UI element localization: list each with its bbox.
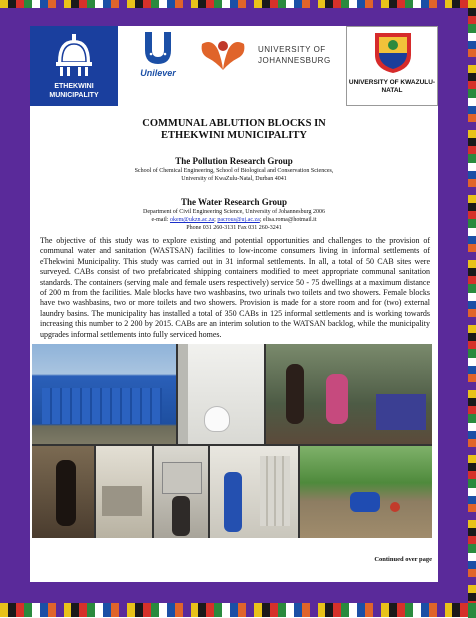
border-stripe [175, 0, 183, 8]
border-stripe [365, 603, 373, 617]
border-stripe [222, 0, 230, 8]
border-stripe [294, 0, 302, 8]
phone-fax: Phone 031 260-3131 Fax 031 260-3241 [186, 225, 282, 231]
border-stripe [198, 0, 206, 8]
border-stripe [381, 603, 389, 617]
group-address-line: University of KwaZulu-Natal, Durban 4041 [181, 176, 287, 182]
border-stripe [206, 603, 214, 617]
border-stripe [429, 0, 437, 8]
border-stripe [468, 561, 476, 569]
photo-map-poster [154, 446, 208, 538]
border-stripe [397, 603, 405, 617]
bottom-border [0, 603, 476, 617]
border-stripe [214, 603, 222, 617]
border-stripe [468, 455, 476, 463]
border-stripe [468, 512, 476, 520]
border-stripe [468, 187, 476, 195]
border-stripe [310, 0, 318, 8]
border-stripe [468, 284, 476, 292]
photo-collage [32, 344, 432, 538]
border-stripe [48, 603, 56, 617]
border-stripe [238, 0, 246, 8]
dome-icon [52, 34, 96, 78]
title-line-2: ETHEKWINI MUNICIPALITY [161, 130, 307, 141]
border-stripe [262, 603, 270, 617]
border-stripe [468, 236, 476, 244]
border-stripe [111, 603, 119, 617]
border-stripe [468, 382, 476, 390]
border-stripe [468, 138, 476, 146]
border-stripe [318, 603, 326, 617]
border-stripe [16, 0, 24, 8]
border-stripe [159, 0, 167, 8]
border-stripe [468, 479, 476, 487]
border-stripe [468, 603, 476, 617]
border-stripe [397, 0, 405, 8]
border-stripe [468, 325, 476, 333]
border-stripe [254, 0, 262, 8]
border-stripe [445, 603, 453, 617]
border-stripe [341, 0, 349, 8]
border-stripe [445, 0, 453, 8]
border-stripe [468, 179, 476, 187]
border-stripe [159, 603, 167, 617]
border-stripe [468, 89, 476, 97]
border-stripe [468, 366, 476, 374]
border-stripe [310, 603, 318, 617]
border-stripe [79, 603, 87, 617]
border-stripe [270, 0, 278, 8]
border-stripe [468, 463, 476, 471]
border-stripe [468, 81, 476, 89]
border-stripe [468, 390, 476, 398]
border-stripe [278, 0, 286, 8]
border-stripe [48, 0, 56, 8]
border-stripe [135, 603, 143, 617]
border-stripe [373, 603, 381, 617]
border-stripe [365, 0, 373, 8]
uj-logo [196, 26, 336, 106]
border-stripe [468, 163, 476, 171]
border-stripe [56, 603, 64, 617]
border-stripe [468, 553, 476, 561]
border-stripe [468, 447, 476, 455]
photo-facility-interior [96, 446, 152, 538]
border-stripe [468, 228, 476, 236]
border-stripe [175, 603, 183, 617]
border-stripe [468, 211, 476, 219]
border-stripe [246, 0, 254, 8]
border-stripe [413, 603, 421, 617]
border-stripe [468, 414, 476, 422]
border-stripe [468, 203, 476, 211]
border-stripe [40, 0, 48, 8]
border-stripe [270, 603, 278, 617]
border-stripe [246, 603, 254, 617]
border-stripe [468, 98, 476, 106]
group-address-line: School of Chemical Engineering, School of Biological and Conservation Sciences, [134, 168, 334, 174]
border-stripe [413, 0, 421, 8]
border-stripe [468, 114, 476, 122]
contact-emails: e-mail: okem@ukzn.ac.za; pacrous@uj.ac.za; elisa.roma@hotmail.it [151, 217, 317, 223]
border-stripe [71, 603, 79, 617]
email-elisa: elisa.roma@hotmail.it [263, 217, 317, 223]
border-stripe [32, 0, 40, 8]
border-stripe [468, 219, 476, 227]
border-stripe [468, 431, 476, 439]
border-stripe [64, 603, 72, 617]
border-stripe [254, 603, 262, 617]
border-stripe [468, 309, 476, 317]
border-stripe [468, 195, 476, 203]
border-stripe [468, 585, 476, 593]
border-stripe [468, 106, 476, 114]
border-stripe [468, 488, 476, 496]
border-stripe [119, 0, 127, 8]
email-label: e-mail: [151, 217, 169, 223]
photo-women-laundry [266, 344, 432, 444]
border-stripe [0, 0, 8, 8]
border-stripe [302, 0, 310, 8]
email-link-okem[interactable]: okem@ukzn.ac.za [169, 217, 215, 223]
photo-toilet-interior [178, 344, 264, 444]
border-stripe [111, 0, 119, 8]
border-stripe [468, 577, 476, 585]
border-stripe [349, 0, 357, 8]
border-stripe [405, 0, 413, 8]
ethekwini-logo-text: ETHEKWINI MUNICIPALITY [49, 83, 99, 99]
pollution-research-group [30, 156, 438, 183]
border-stripe [468, 0, 476, 8]
border-stripe [0, 603, 8, 617]
group-name: The Pollution Research Group [175, 156, 293, 166]
border-stripe [468, 317, 476, 325]
border-stripe [468, 374, 476, 382]
border-stripe [468, 16, 476, 24]
unilever-logo [130, 26, 186, 106]
border-stripe [468, 24, 476, 32]
border-stripe [468, 154, 476, 162]
unilever-logo-text: Unilever [140, 68, 176, 78]
photo-workers-outdoors [300, 446, 432, 538]
border-stripe [238, 603, 246, 617]
border-stripe [468, 423, 476, 431]
border-stripe [95, 603, 103, 617]
border-stripe [127, 0, 135, 8]
document-title [30, 118, 438, 142]
border-stripe [405, 603, 413, 617]
border-stripe [325, 0, 333, 8]
border-stripe [302, 603, 310, 617]
border-stripe [357, 0, 365, 8]
border-stripe [468, 520, 476, 528]
border-stripe [468, 471, 476, 479]
border-stripe [437, 0, 445, 8]
border-stripe [468, 536, 476, 544]
border-stripe [468, 33, 476, 41]
border-stripe [468, 130, 476, 138]
flyer-page [30, 26, 438, 582]
photo-blue-containers [32, 344, 176, 444]
border-stripe [468, 252, 476, 260]
border-stripe [119, 603, 127, 617]
photo-man-washbasin [32, 446, 94, 538]
border-stripe [143, 603, 151, 617]
border-stripe [468, 73, 476, 81]
border-stripe [8, 0, 16, 8]
border-stripe [468, 439, 476, 447]
border-stripe [460, 603, 468, 617]
border-stripe [468, 65, 476, 73]
border-stripe [468, 49, 476, 57]
border-stripe [230, 603, 238, 617]
abstract-paragraph: The objective of this study was to explore existing and potential opportunities and challenges to the provision of communal water and sanitation (WASTSAN) facilities to low-income consumers living in informal settlements of eThekwini Municipality. This study was carried out in 31 informal settlements. In all, a total of 50 CAB sites were surveyed. CABs consist of two prefabricated shipping containers modified to meet appropriate communal sanitation standards. The containers (serving male and female users respectively) service 50 - 75 dwellings at a maximum distance of 200 m from the facilities. Male blocks have two washbasins, two urinals two toilets and two showers. Female blocks have two washbasins, two or more toilets and two showers. Provision is made for a store room and for (two) external laundry basins. The municipality has installed a total of 350 CABs in 125 informal settlements and is working towards increasing this number to 2 200 by 2015. CABs are an interim solution to the WATSAN backlog, while the municipality upgrades informal settlements into fully serviced homes. [40, 236, 430, 339]
group-address-line: Department of Civil Engineering Science, University of Johannesburg 2006 [142, 209, 325, 215]
border-stripe [341, 603, 349, 617]
border-stripe [103, 603, 111, 617]
top-border [0, 0, 476, 8]
border-stripe [468, 504, 476, 512]
uj-hands-icon [198, 36, 248, 76]
border-stripe [468, 146, 476, 154]
border-stripe [468, 268, 476, 276]
email-link-pacrous[interactable]: pacrous@uj.ac.za [217, 217, 260, 223]
ukzn-logo [346, 26, 438, 106]
border-stripe [468, 293, 476, 301]
border-stripe [64, 0, 72, 8]
border-stripe [381, 0, 389, 8]
uj-logo-text: UNIVERSITY OF JOHANNESBURG [258, 45, 331, 65]
border-stripe [468, 349, 476, 357]
border-stripe [468, 122, 476, 130]
border-stripe [452, 0, 460, 8]
border-stripe [79, 0, 87, 8]
border-stripe [429, 603, 437, 617]
border-stripe [222, 603, 230, 617]
border-stripe [357, 603, 365, 617]
border-stripe [468, 171, 476, 179]
border-stripe [143, 0, 151, 8]
border-stripe [468, 496, 476, 504]
border-stripe [373, 0, 381, 8]
border-stripe [325, 603, 333, 617]
title-line-1: COMMUNAL ABLUTION BLOCKS IN [142, 118, 326, 129]
border-stripe [468, 276, 476, 284]
border-stripe [87, 603, 95, 617]
border-stripe [40, 603, 48, 617]
water-research-group [30, 197, 438, 232]
border-stripe [191, 0, 199, 8]
border-stripe [468, 358, 476, 366]
border-stripe [167, 603, 175, 617]
group-name: The Water Research Group [180, 197, 288, 207]
border-stripe [8, 603, 16, 617]
border-stripe [421, 603, 429, 617]
border-stripe [206, 0, 214, 8]
unilever-u-icon [142, 30, 174, 66]
border-stripe [468, 41, 476, 49]
border-stripe [468, 398, 476, 406]
border-stripe [468, 593, 476, 601]
border-stripe [421, 0, 429, 8]
border-stripe [95, 0, 103, 8]
border-stripe [294, 603, 302, 617]
ethekwini-logo [30, 26, 118, 106]
border-stripe [468, 333, 476, 341]
border-stripe [468, 406, 476, 414]
border-stripe [32, 603, 40, 617]
border-stripe [278, 603, 286, 617]
border-stripe [183, 0, 191, 8]
border-stripe [468, 260, 476, 268]
border-stripe [333, 0, 341, 8]
border-stripe [151, 0, 159, 8]
ukzn-shield-icon [371, 31, 415, 75]
border-stripe [468, 528, 476, 536]
border-stripe [127, 603, 135, 617]
border-stripe [318, 0, 326, 8]
border-stripe [103, 0, 111, 8]
border-stripe [468, 57, 476, 65]
border-stripe [71, 0, 79, 8]
border-stripe [349, 603, 357, 617]
border-stripe [468, 341, 476, 349]
border-stripe [191, 603, 199, 617]
border-stripe [198, 603, 206, 617]
border-stripe [135, 0, 143, 8]
border-stripe [167, 0, 175, 8]
border-stripe [468, 244, 476, 252]
border-stripe [333, 603, 341, 617]
border-stripe [286, 603, 294, 617]
border-stripe [389, 603, 397, 617]
border-stripe [24, 603, 32, 617]
border-stripe [468, 8, 476, 16]
border-stripe [230, 0, 238, 8]
continued-note: Continued over page [374, 556, 432, 563]
border-stripe [452, 603, 460, 617]
border-stripe [389, 0, 397, 8]
border-stripe [151, 603, 159, 617]
border-stripe [437, 603, 445, 617]
border-stripe [87, 0, 95, 8]
border-stripe [56, 0, 64, 8]
border-stripe [16, 603, 24, 617]
border-stripe [468, 544, 476, 552]
border-stripe [468, 569, 476, 577]
border-stripe [262, 0, 270, 8]
logo-row [30, 26, 438, 110]
border-stripe [286, 0, 294, 8]
ukzn-logo-text: UNIVERSITY OF KWAZULU-NATAL [348, 79, 436, 94]
border-stripe [183, 603, 191, 617]
right-border [468, 0, 476, 617]
border-stripe [214, 0, 222, 8]
border-stripe [468, 301, 476, 309]
border-stripe [24, 0, 32, 8]
photo-man-blue-overalls [210, 446, 298, 538]
